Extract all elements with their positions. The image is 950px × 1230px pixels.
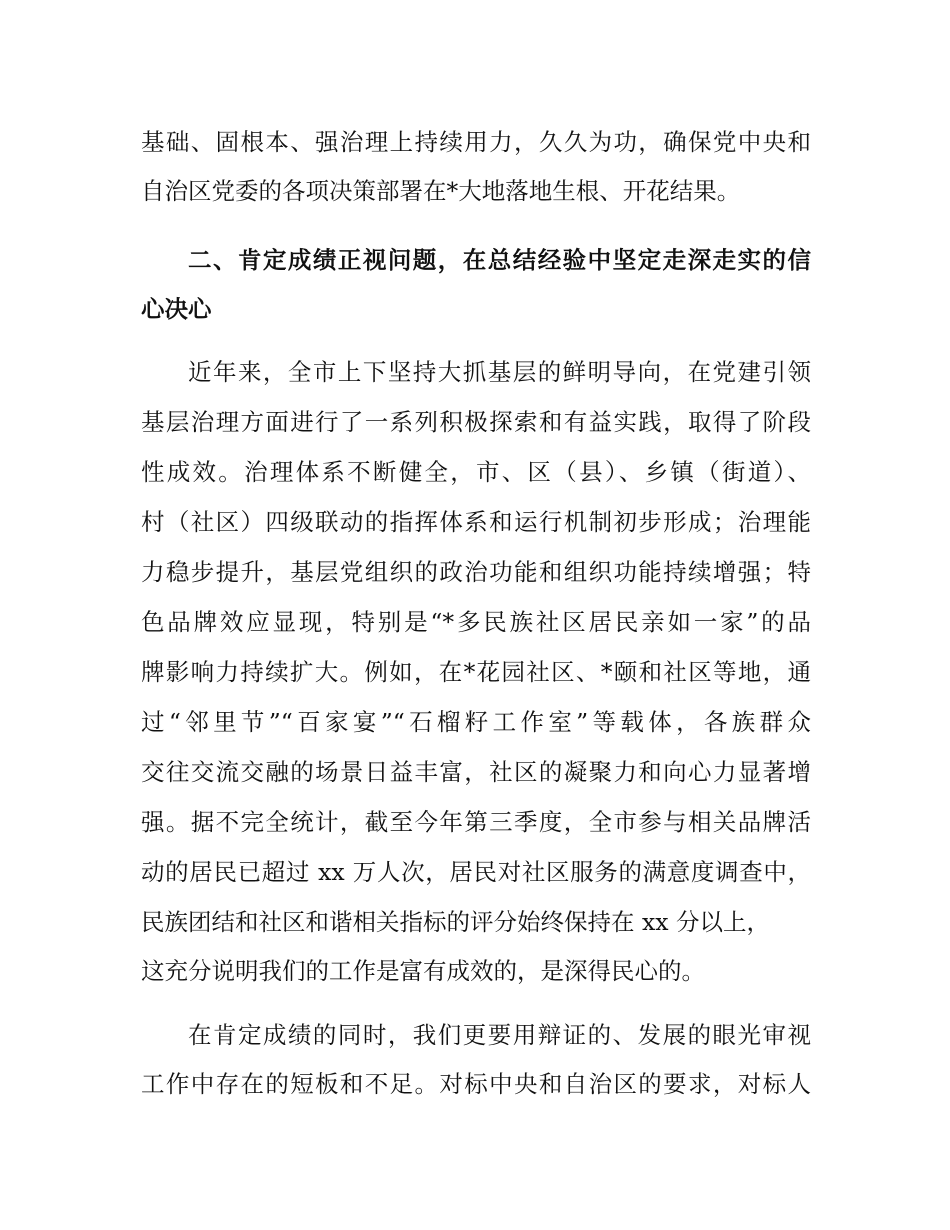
paragraph2-line-2: 工作中存在的短板和不足。对标中央和自治区的要求，对标人 xyxy=(141,1070,811,1098)
section-heading-line-2: 心决心 xyxy=(141,295,212,323)
paragraph1-line-11: 动的居民已超过 xx 万人次，居民对社区服务的满意度调查中， xyxy=(141,858,811,886)
paragraph1-line-1: 近年来，全市上下坚持大抓基层的鲜明导向，在党建引领 xyxy=(188,358,811,386)
paragraph1-line-2: 基层治理方面进行了一系列积极探索和有益实践，取得了阶段 xyxy=(141,408,811,436)
paragraph1-line-7: 牌影响力持续扩大。例如，在*花园社区、*颐和社区等地，通 xyxy=(141,658,811,686)
paragraph1-line-5: 力稳步提升，基层党组织的政治功能和组织功能持续增强；特 xyxy=(141,558,811,586)
paragraph1-line-12: 民族团结和社区和谐相关指标的评分始终保持在 xx 分以上， xyxy=(141,908,770,936)
paragraph1-line-10: 强。据不完全统计，截至今年第三季度，全市参与相关品牌活 xyxy=(141,808,811,836)
paragraph1-line-9: 交往交流交融的场景日益丰富，社区的凝聚力和向心力显著增 xyxy=(141,758,811,786)
paragraph1-line-13: 这充分说明我们的工作是富有成效的，是深得民心的。 xyxy=(141,957,705,985)
intro-line-2: 自治区党委的各项决策部署在*大地落地生根、开花结果。 xyxy=(141,177,741,205)
paragraph1-line-8: 过“邻里节”“百家宴”“石榴籽工作室”等载体，各族群众 xyxy=(141,708,811,736)
paragraph1-line-3: 性成效。治理体系不断健全，市、区（县）、乡镇（街道）、 xyxy=(141,458,811,486)
paragraph1-line-4: 村（社区）四级联动的指挥体系和运行机制初步形成；治理能 xyxy=(141,508,811,536)
section-heading-line-1: 二、肯定成绩正视问题，在总结经验中坚定走深走实的信 xyxy=(188,246,811,274)
intro-line-1: 基础、固根本、强治理上持续用力，久久为功，确保党中央和 xyxy=(141,128,811,156)
paragraph1-line-6: 色品牌效应显现，特别是“*多民族社区居民亲如一家”的品 xyxy=(141,608,811,636)
paragraph2-line-1: 在肯定成绩的同时，我们更要用辩证的、发展的眼光审视 xyxy=(188,1021,811,1049)
